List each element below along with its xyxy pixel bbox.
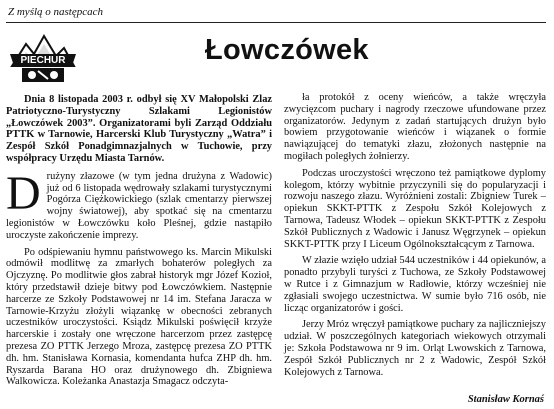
right-column (284, 92, 546, 378)
body-paragraph-5: W złazie wzięło udział 544 uczestników i 44 opiekunów, a ponadto przybyli turyści z Tuchowa, ze Szkoły Podstawowej w Rutce i z Gimnazjum w Radłowie, którzy wcześniej nie zgłasiali swojego uczestnictwa. W sumie było 716 osób, nie licząc organizatorów i gości. (284, 255, 546, 314)
section-title: Z myślą o następcach (8, 6, 104, 18)
body-paragraph-2: Po odśpiewaniu hymnu państwowego ks. Marcin Mikulski odmówił modlitwę za zmarłych bohaterów poległych za Ojczyznę. Po modlitwie głos zabrał historyk mgr Józef Kozioł, który przedstawił dzieje bitwy pod Łowczówkiem. Następnie harcerze ze Szkoły Podstawowej nr 14 im. Stefana Jaracza w Tarnowie-Krzyżu złożyli wiązankę w obecności zebranych uczestników uroczystości. Ksiądz Mikulski poświęcił krzyże harcerskie i zostały one wręczone harcerzom przez zastępcę prezesa ZO PTTK Jerzego Mroza, zastępcę prezesa ZO PTTK dh. hm. Stanisława Kornasia, komendanta hufca ZHP dh. hm. Ryszarda Barana HO oraz drużynowego dh. Zbigniewa Walkowicza. Koleżanka Anastazja Smagacz odczyta- (6, 246, 272, 388)
body-paragraph-1: rużyny złazowe (w tym jedna drużyna z Wadowic) już od 6 listopada wędrowały szlakami turystycznymi Pogórza Ciężkowickiego (szlak cmentarzy pierwszej wojny światowej), aby spotkać się na cmentarzu legionistów w Łowczówku koło Pleśnej, gdzie nastąpiło uroczyste zakończenie imprezy. (6, 170, 272, 241)
body-paragraph-4: Podczas uroczystości wręczono też pamiątkowe dyplomy kolegom, którzy wybitnie przyczynili się do popularyzacji i rozwoju naszego złazu. Wyróżnieni zostali: Zbigniew Turek – opiekun SKKT-PTTK z Zespołu Szkół Kolejowych z Tarnowa, Tadeusz Włodek – opiekun SKKT-PTTK z Zespołu Szkół Publicznych z Wadowic i Janusz Węgrzynek – opiekun SKKT-PTTK przy I Liceum Ogólnokształcącym z Tarnowa. (284, 167, 546, 250)
first-paragraph (6, 166, 272, 242)
piechur-logo (8, 26, 78, 84)
svg-text:PIECHUR: PIECHUR (20, 55, 66, 66)
section-header (6, 4, 546, 23)
body-paragraph-3: ła protokół z oceny wieńców, a także wręczyła zwycięzcom puchary i nagrody rzeczowe ufundowane przez organizatorów. Jedynym z zadań startujących drużyn było bowiem przygotowanie wieńców i wiązanek o formie nawiązującej do tematyki złazu, złożonych następnie na mogiłach poległych żołnierzy. (284, 92, 546, 162)
author-signature: Stanisław Kornaś (467, 394, 544, 405)
article-title: Łowczówek (205, 34, 369, 66)
drop-cap: D (6, 166, 41, 220)
left-column (6, 94, 272, 388)
body-paragraph-6: Jerzy Mróz wręczył pamiątkowe puchary za najliczniejszy udział. W poszczególnych kategoriach wiekowych otrzymali je: Szkoła Podstawowa nr 9 im. Orląt Lwowskich z Tarnowa, Zespół Szkół Publicznych nr 2 z Wadowic, Zespół Szkół Kolejowych z Tarnowa. (284, 319, 546, 378)
piechur-logo-graphic (8, 26, 78, 84)
lead-paragraph: Dnia 8 listopada 2003 r. odbył się XV Małopolski Zlaz Patriotyczno-Turystyczny Szlakami Legionistów „Łowczówek 2003”. Organizatorami byli Zarząd Oddziału PTTK w Tarnowie, Harcerski Klub Turystyczny „Watra” i Zespół Szkół Ponadgimnazjalnych w Tuchowie, przy współpracy Urzędu Miasta Tarnów. (6, 94, 272, 164)
